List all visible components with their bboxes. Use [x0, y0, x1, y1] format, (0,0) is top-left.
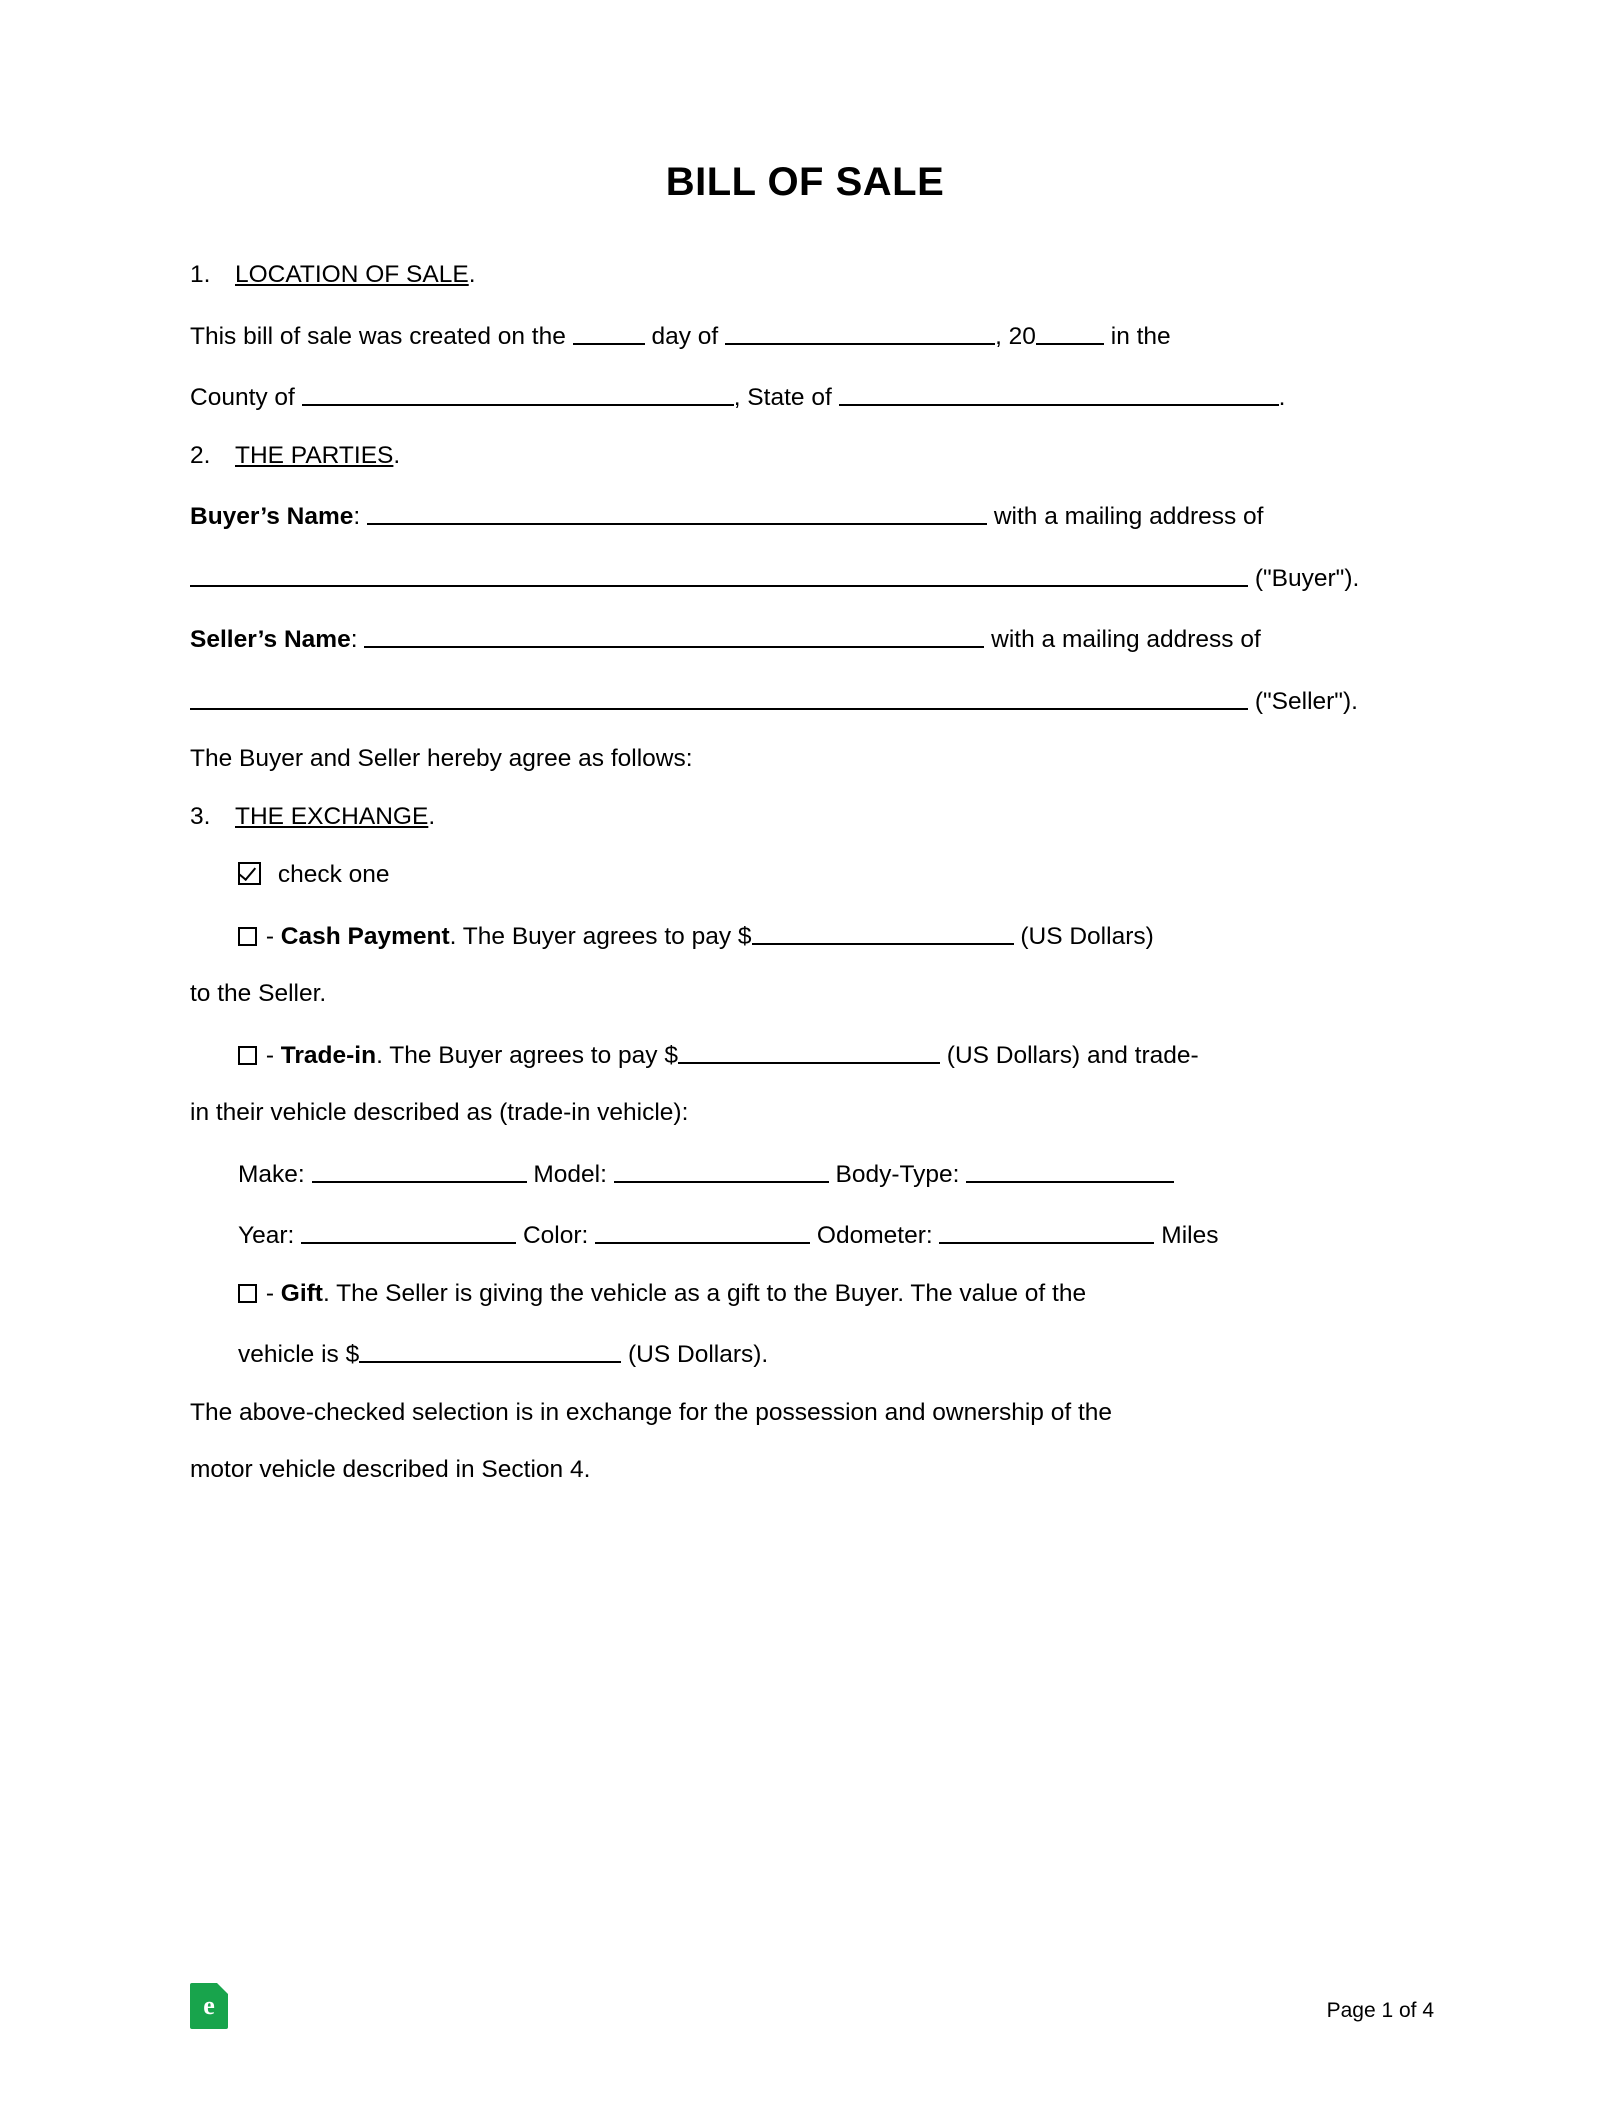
section-1-title: LOCATION OF SALE	[235, 261, 469, 288]
section-2-period: .	[393, 441, 401, 469]
gift-dash: -	[265, 1279, 281, 1307]
seller-colon: :	[350, 626, 358, 653]
gift-value-line	[190, 1339, 1420, 1368]
trade-in-description-line: in their vehicle described as (trade-in vehicle):	[190, 1099, 689, 1126]
buyer-defined-term: ("Buyer").	[1254, 564, 1360, 592]
agreement-line: The Buyer and Seller hereby agree as follows:	[190, 745, 693, 772]
page-footer	[190, 1969, 1434, 2029]
trade-amount-blank[interactable]	[678, 1040, 940, 1064]
color-blank[interactable]	[595, 1220, 810, 1244]
section-1-line-1	[190, 321, 1420, 350]
gift-value-label: vehicle is $	[238, 1341, 360, 1368]
buyer-address-line	[190, 563, 1420, 592]
seller-address-blank[interactable]	[190, 686, 1248, 710]
year-blank[interactable]	[1036, 321, 1104, 345]
section-3-heading	[190, 802, 1420, 830]
section-1-heading	[190, 263, 1420, 288]
cash-currency-note: (US Dollars)	[1020, 922, 1154, 950]
buyer-name-label: Buyer’s Name	[190, 503, 354, 530]
cash-amount-blank[interactable]	[752, 921, 1014, 945]
section-1-line-2	[190, 382, 1420, 411]
section-2-heading	[190, 441, 1420, 469]
gift-row	[190, 1279, 1420, 1307]
cash-dash: -	[265, 922, 281, 950]
section-3-title: THE EXCHANGE	[235, 802, 429, 830]
body-type-label: Body-Type:	[835, 1160, 960, 1188]
seller-address-label: with a mailing address of	[991, 626, 1261, 653]
sale-date-prefix: This bill of sale was created on the	[190, 322, 566, 350]
trade-dash: -	[265, 1041, 281, 1069]
section-1-period: .	[468, 261, 476, 288]
cash-to-seller-line: to the Seller.	[190, 980, 327, 1007]
gift-text-a: . The Seller is giving the vehicle as a gift to the Buyer. The value of the	[322, 1279, 1087, 1307]
day-of-label: day of	[651, 322, 719, 350]
trade-currency-note: (US Dollars) and trade-	[946, 1041, 1199, 1069]
section-2-title: THE PARTIES	[235, 441, 394, 469]
section-2-number: 2.	[190, 441, 211, 469]
county-label: County of	[190, 384, 295, 411]
make-label: Make:	[238, 1160, 305, 1188]
year-prefix: , 20	[995, 322, 1036, 350]
state-label: , State of	[733, 384, 832, 411]
eforms-logo	[190, 1983, 228, 2029]
day-blank[interactable]	[573, 321, 645, 345]
seller-address-line	[190, 686, 1420, 715]
seller-name-blank[interactable]	[364, 624, 984, 648]
model-label: Model:	[533, 1160, 607, 1188]
cash-payment-label: Cash Payment	[280, 922, 450, 950]
odometer-blank[interactable]	[939, 1220, 1154, 1244]
section-3-number: 3.	[190, 802, 211, 830]
buyer-colon: :	[353, 503, 361, 530]
checked-checkbox-icon[interactable]	[238, 862, 261, 885]
buyer-address-label: with a mailing address of	[993, 503, 1264, 530]
color-label: Color:	[522, 1222, 589, 1249]
line-2-period: .	[1278, 384, 1286, 411]
eforms-logo-icon	[190, 1983, 228, 2029]
county-blank[interactable]	[302, 382, 734, 406]
trade-text-a: . The Buyer agrees to pay $	[376, 1041, 678, 1069]
page-number: Page 1 of 4	[1326, 1999, 1434, 2022]
body-type-blank[interactable]	[966, 1159, 1174, 1183]
trade-year-blank[interactable]	[301, 1220, 516, 1244]
in-the-label: in the	[1110, 322, 1171, 350]
seller-defined-term: ("Seller").	[1254, 687, 1358, 715]
cash-payment-row	[190, 921, 1420, 950]
page-title: BILL OF SALE	[665, 160, 945, 204]
seller-name-label: Seller’s Name	[190, 626, 351, 653]
cash-text-a: . The Buyer agrees to pay $	[449, 922, 752, 950]
document-body	[190, 0, 1420, 1483]
trade-vehicle-line-1	[190, 1159, 1420, 1188]
buyer-address-blank[interactable]	[190, 563, 1248, 587]
trade-in-row	[190, 1040, 1420, 1069]
section-1-number: 1.	[190, 261, 211, 288]
month-blank[interactable]	[725, 321, 995, 345]
gift-checkbox[interactable]	[238, 1284, 257, 1303]
trade-in-checkbox[interactable]	[238, 1046, 257, 1065]
seller-name-line	[190, 624, 1420, 653]
buyer-name-line	[190, 501, 1420, 530]
trade-in-label: Trade-in	[280, 1041, 377, 1069]
check-one-row	[190, 862, 1420, 888]
miles-label: Miles	[1161, 1222, 1219, 1249]
odometer-label: Odometer:	[816, 1222, 933, 1249]
closing-line-1: The above-checked selection is in exchange for the possession and ownership of the	[190, 1398, 1113, 1426]
state-blank[interactable]	[839, 382, 1279, 406]
make-blank[interactable]	[312, 1159, 527, 1183]
cash-payment-checkbox[interactable]	[238, 927, 257, 946]
closing-line-2: motor vehicle described in Section 4.	[190, 1456, 591, 1483]
trade-vehicle-line-2	[190, 1220, 1420, 1249]
section-3-period: .	[428, 802, 436, 830]
check-one-label: check one	[277, 861, 390, 888]
gift-value-blank[interactable]	[359, 1339, 621, 1363]
year-label: Year:	[238, 1222, 295, 1249]
model-blank[interactable]	[614, 1159, 829, 1183]
buyer-name-blank[interactable]	[367, 501, 987, 525]
eforms-logo-letter: e	[203, 1991, 215, 2020]
gift-label: Gift	[280, 1279, 323, 1307]
gift-currency-note: (US Dollars).	[628, 1341, 769, 1368]
